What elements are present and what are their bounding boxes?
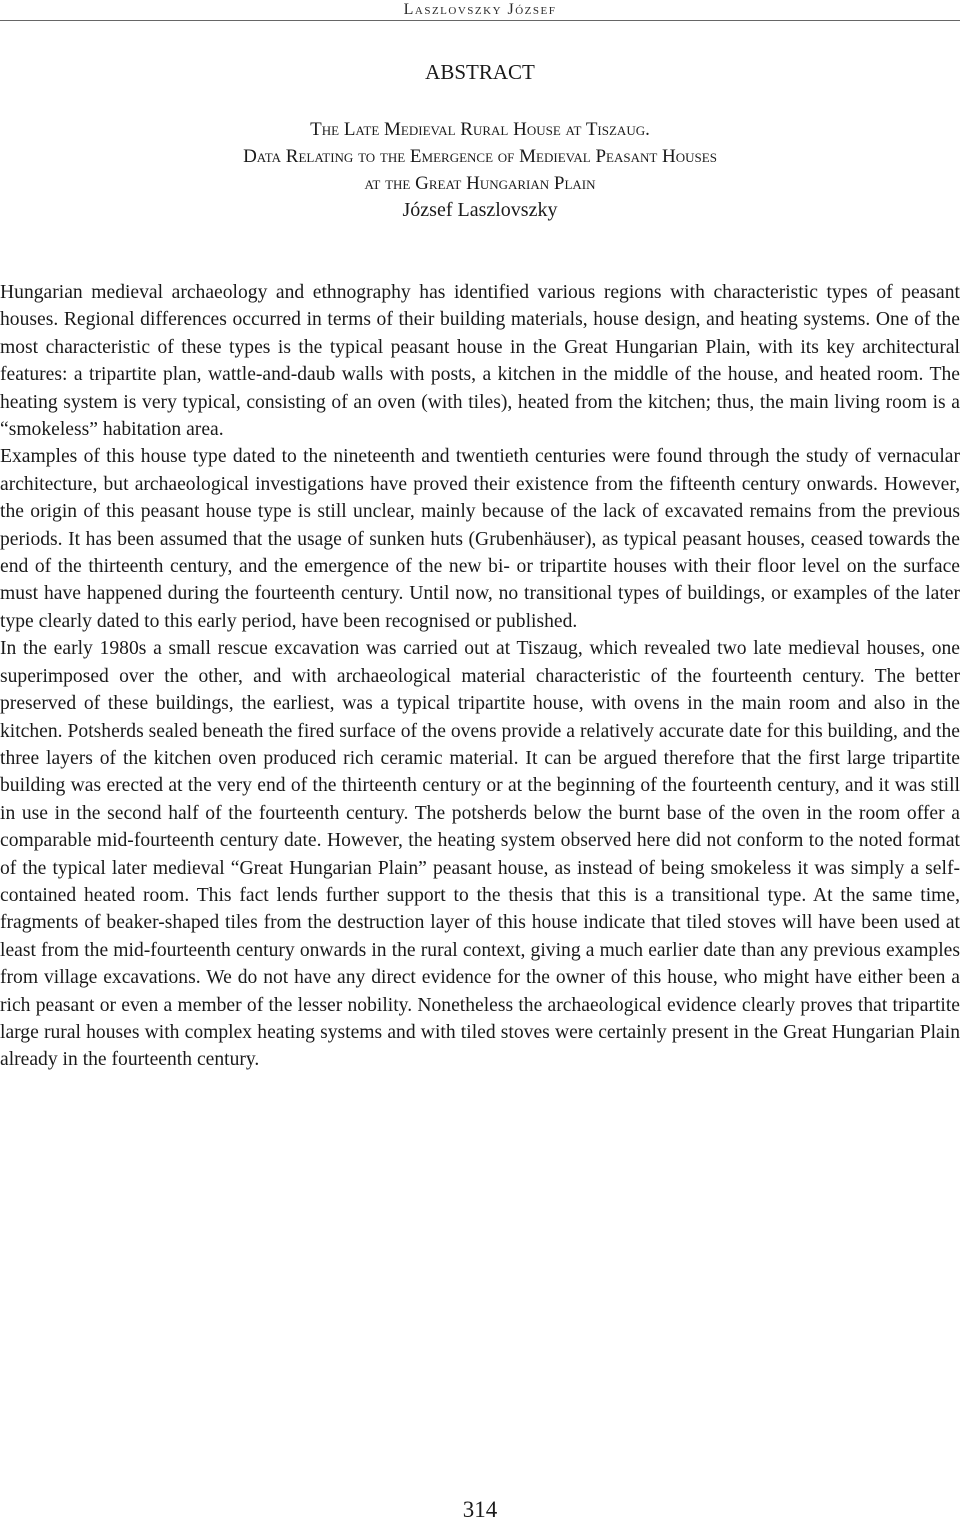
- abstract-paragraph-3: In the early 1980s a small rescue excavation was carried out at Tiszaug, which revealed two late medieval houses, one superimposed over the other, and with archaeological material characteristic of the fourteenth century. The better preserved of these buildings, the earliest, was a typical tripartite house, with ovens in the main room and also in the kitchen. Potsherds sealed beneath the fired surface of the ovens provide a relatively accurate date for this building, and the three layers of the kitchen oven produced rich ceramic material. It can be argued therefore that the first large tripartite building was erected at the very end of the thirteenth century or at the beginning of the fourteenth century, and it was still in use in the second half of the fourteenth century. The potsherds below the burnt base of the oven in the room offer a comparable mid-fourteenth century date. However, the heating system observed here did not conform to the noted format of the typical later medieval “Great Hungarian Plain” peasant house, as instead of being smokeless it was simply a self-contained heated room. This fact lends further support to the thesis that this is a transitional type. At the same time, fragments of beaker-shaped tiles from the destruction layer of this house indicate that tiled stoves will have been used at least from the mid-fourteenth century onwards in the rural context, giving a much earlier date than any previous examples from village excavations. We do not have any direct evidence for the owner of this house, who might have either been a rich peasant or even a member of the lesser nobility. Nonetheless the archaeological evidence clearly proves that tripartite large rural houses with complex heating systems and with tiled stoves were certainly present in the Great Hungarian Plain already in the fourteenth century.: [0, 638, 960, 1071]
- abstract-heading: ABSTRACT: [425, 60, 535, 84]
- page-number: 314: [462, 1497, 498, 1522]
- abstract-paragraph-1: Hungarian medieval archaeology and ethnography has identified various regions with characteristic types of peasant houses. Regional differences occurred in terms of their building materials, house design, and heating systems. One of the most characteristic of these types is the typical peasant house in the Great Hungarian Plain, with its key architectural features: a tripartite plan, wattle-and-daub walls with posts, a kitchen in the middle of the house, and heated room. The heating system is very typical, consisting of an oven (with tiles), heated from the kitchen; thus, the main living room is a “smokeless” habitation area.: [0, 282, 960, 441]
- abstract-paragraph-2: Examples of this house type dated to the nineteenth and twentieth centuries were found through the study of vernacular architecture, but archaeological investigations have proved their existence from the fifteenth century onwards. However, the origin of this peasant house type is still unclear, mainly because of the lack of excavated remains from the previous periods. It has been assumed that the usage of sunken huts (Grubenhäuser), as typical peasant houses, ceased towards the end of the thirteenth century, and the emergence of the new bi- or tripartite houses with their floor level on the surface must have happened during the fourteenth century. Until now, no transitional types of buildings, or examples of the later type clearly dated to this early period, have been recognised or published.: [0, 446, 960, 632]
- author-name: József Laszlovszky: [402, 199, 558, 221]
- article-title-line-1: The Late Medieval Rural House at Tiszaug.: [310, 119, 650, 140]
- running-header: [0, 0, 960, 21]
- article-title-line-2: Data Relating to the Emergence of Medieval Peasant Houses: [243, 146, 717, 167]
- article-title-line-3: at the Great Hungarian Plain: [364, 173, 596, 194]
- article-title-block: [0, 116, 960, 224]
- running-title: Laszlovszky József: [403, 1, 557, 18]
- abstract-body: [0, 279, 960, 1074]
